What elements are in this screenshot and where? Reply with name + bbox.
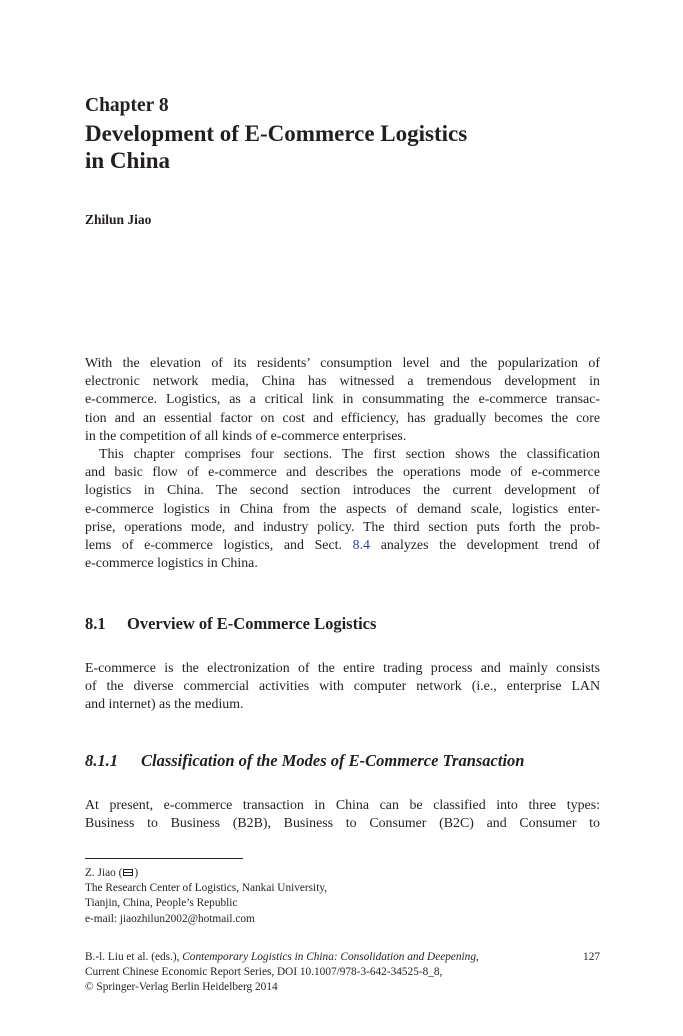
text-fragment: ) (134, 867, 139, 879)
chapter-title (85, 120, 605, 174)
text-line: electronic network media, China has witnessed a tremendous development in (85, 374, 600, 390)
subsection-heading-8-1-1 (85, 751, 524, 771)
text-line: With the elevation of its residents’ consumption level and the popularization of (85, 356, 600, 371)
text-fragment: lems of e-commerce logistics, and Sect. (85, 538, 342, 554)
author-footnote (85, 866, 327, 927)
text-line: This chapter comprises four sections. The first section shows the classification (99, 447, 600, 462)
footnote-email: e-mail: jiaozhilun2002@hotmail.com (85, 912, 255, 925)
citation-line: © Springer-Verlag Berlin Heidelberg 2014 (85, 981, 278, 994)
subsection-title: Classification of the Modes of E-Commerce Transaction (141, 751, 525, 770)
text-fragment: , (475, 951, 479, 963)
chapter-title-line-1: Development of E-Commerce Logistics (85, 121, 468, 146)
author-name: Zhilun Jiao (85, 212, 152, 227)
text-line: and internet) as the medium. (85, 697, 244, 713)
abstract-paragraph-1 (85, 355, 600, 446)
text-fragment: Z. Jiao ( (85, 867, 123, 879)
text-line (85, 537, 600, 555)
text-line: of the diverse commercial activities with computer network (i.e., enterprise LAN (85, 679, 600, 695)
section-number: 8.1 (85, 614, 106, 633)
section-heading-8-1 (85, 614, 376, 634)
section-title: Overview of E-Commerce Logistics (127, 614, 377, 633)
citation-line: Current Chinese Economic Report Series, DOI 10.1007/978-3-642-34525-8_8, (85, 966, 443, 979)
footnote-line (85, 866, 327, 881)
footnote-line: The Research Center of Logistics, Nankai University, (85, 882, 328, 895)
text-line: prise, operations mode, and industry policy. The third section puts forth the prob- (85, 519, 600, 535)
text-fragment: B.-l. Liu et al. (eds.), (85, 951, 183, 963)
text-line: in the competition of all kinds of e-commerce enterprises. (85, 428, 407, 444)
book-citation (85, 950, 605, 996)
text-line: e-commerce logistics in China. (85, 556, 258, 572)
section-8-4-link[interactable]: 8.4 (352, 538, 371, 554)
section-8-1-1-body (85, 797, 600, 833)
chapter-label: Chapter 8 (85, 95, 169, 116)
subsection-number: 8.1.1 (85, 751, 118, 770)
text-line: and basic flow of e-commerce and describes the operations mode of e-commerce (85, 465, 600, 481)
text-line: Business to Business (B2B), Business to Consumer (B2C) and Consumer to (85, 816, 600, 832)
text-line: e-commerce logistics in China from the aspects of demand scale, logistics enter- (85, 501, 600, 517)
citation-line (85, 950, 605, 965)
text-line: logistics in China. The second section introduces the current development of (85, 483, 600, 499)
book-title: Contemporary Logistics in China: Consolidation and Deepening (182, 951, 476, 963)
text-line: e-commerce. Logistics, as a critical link in consummating the e-commerce transac- (85, 392, 600, 408)
page-number: 127 (583, 951, 600, 963)
footnote-rule (85, 858, 243, 859)
abstract-paragraph-2 (85, 446, 600, 573)
text-line: At present, e-commerce transaction in China can be classified into three types: (85, 798, 600, 813)
chapter-title-line-2: in China (85, 148, 171, 173)
text-line: tion and an essential factor on cost and efficiency, has gradually becomes the core (85, 410, 600, 426)
section-8-1-body (85, 660, 600, 715)
text-line: E-commerce is the electronization of the entire trading process and mainly consists (85, 661, 600, 676)
envelope-icon (123, 869, 133, 876)
footnote-line: Tianjin, China, People’s Republic (85, 897, 238, 910)
text-fragment: analyzes the development trend of (380, 538, 600, 554)
